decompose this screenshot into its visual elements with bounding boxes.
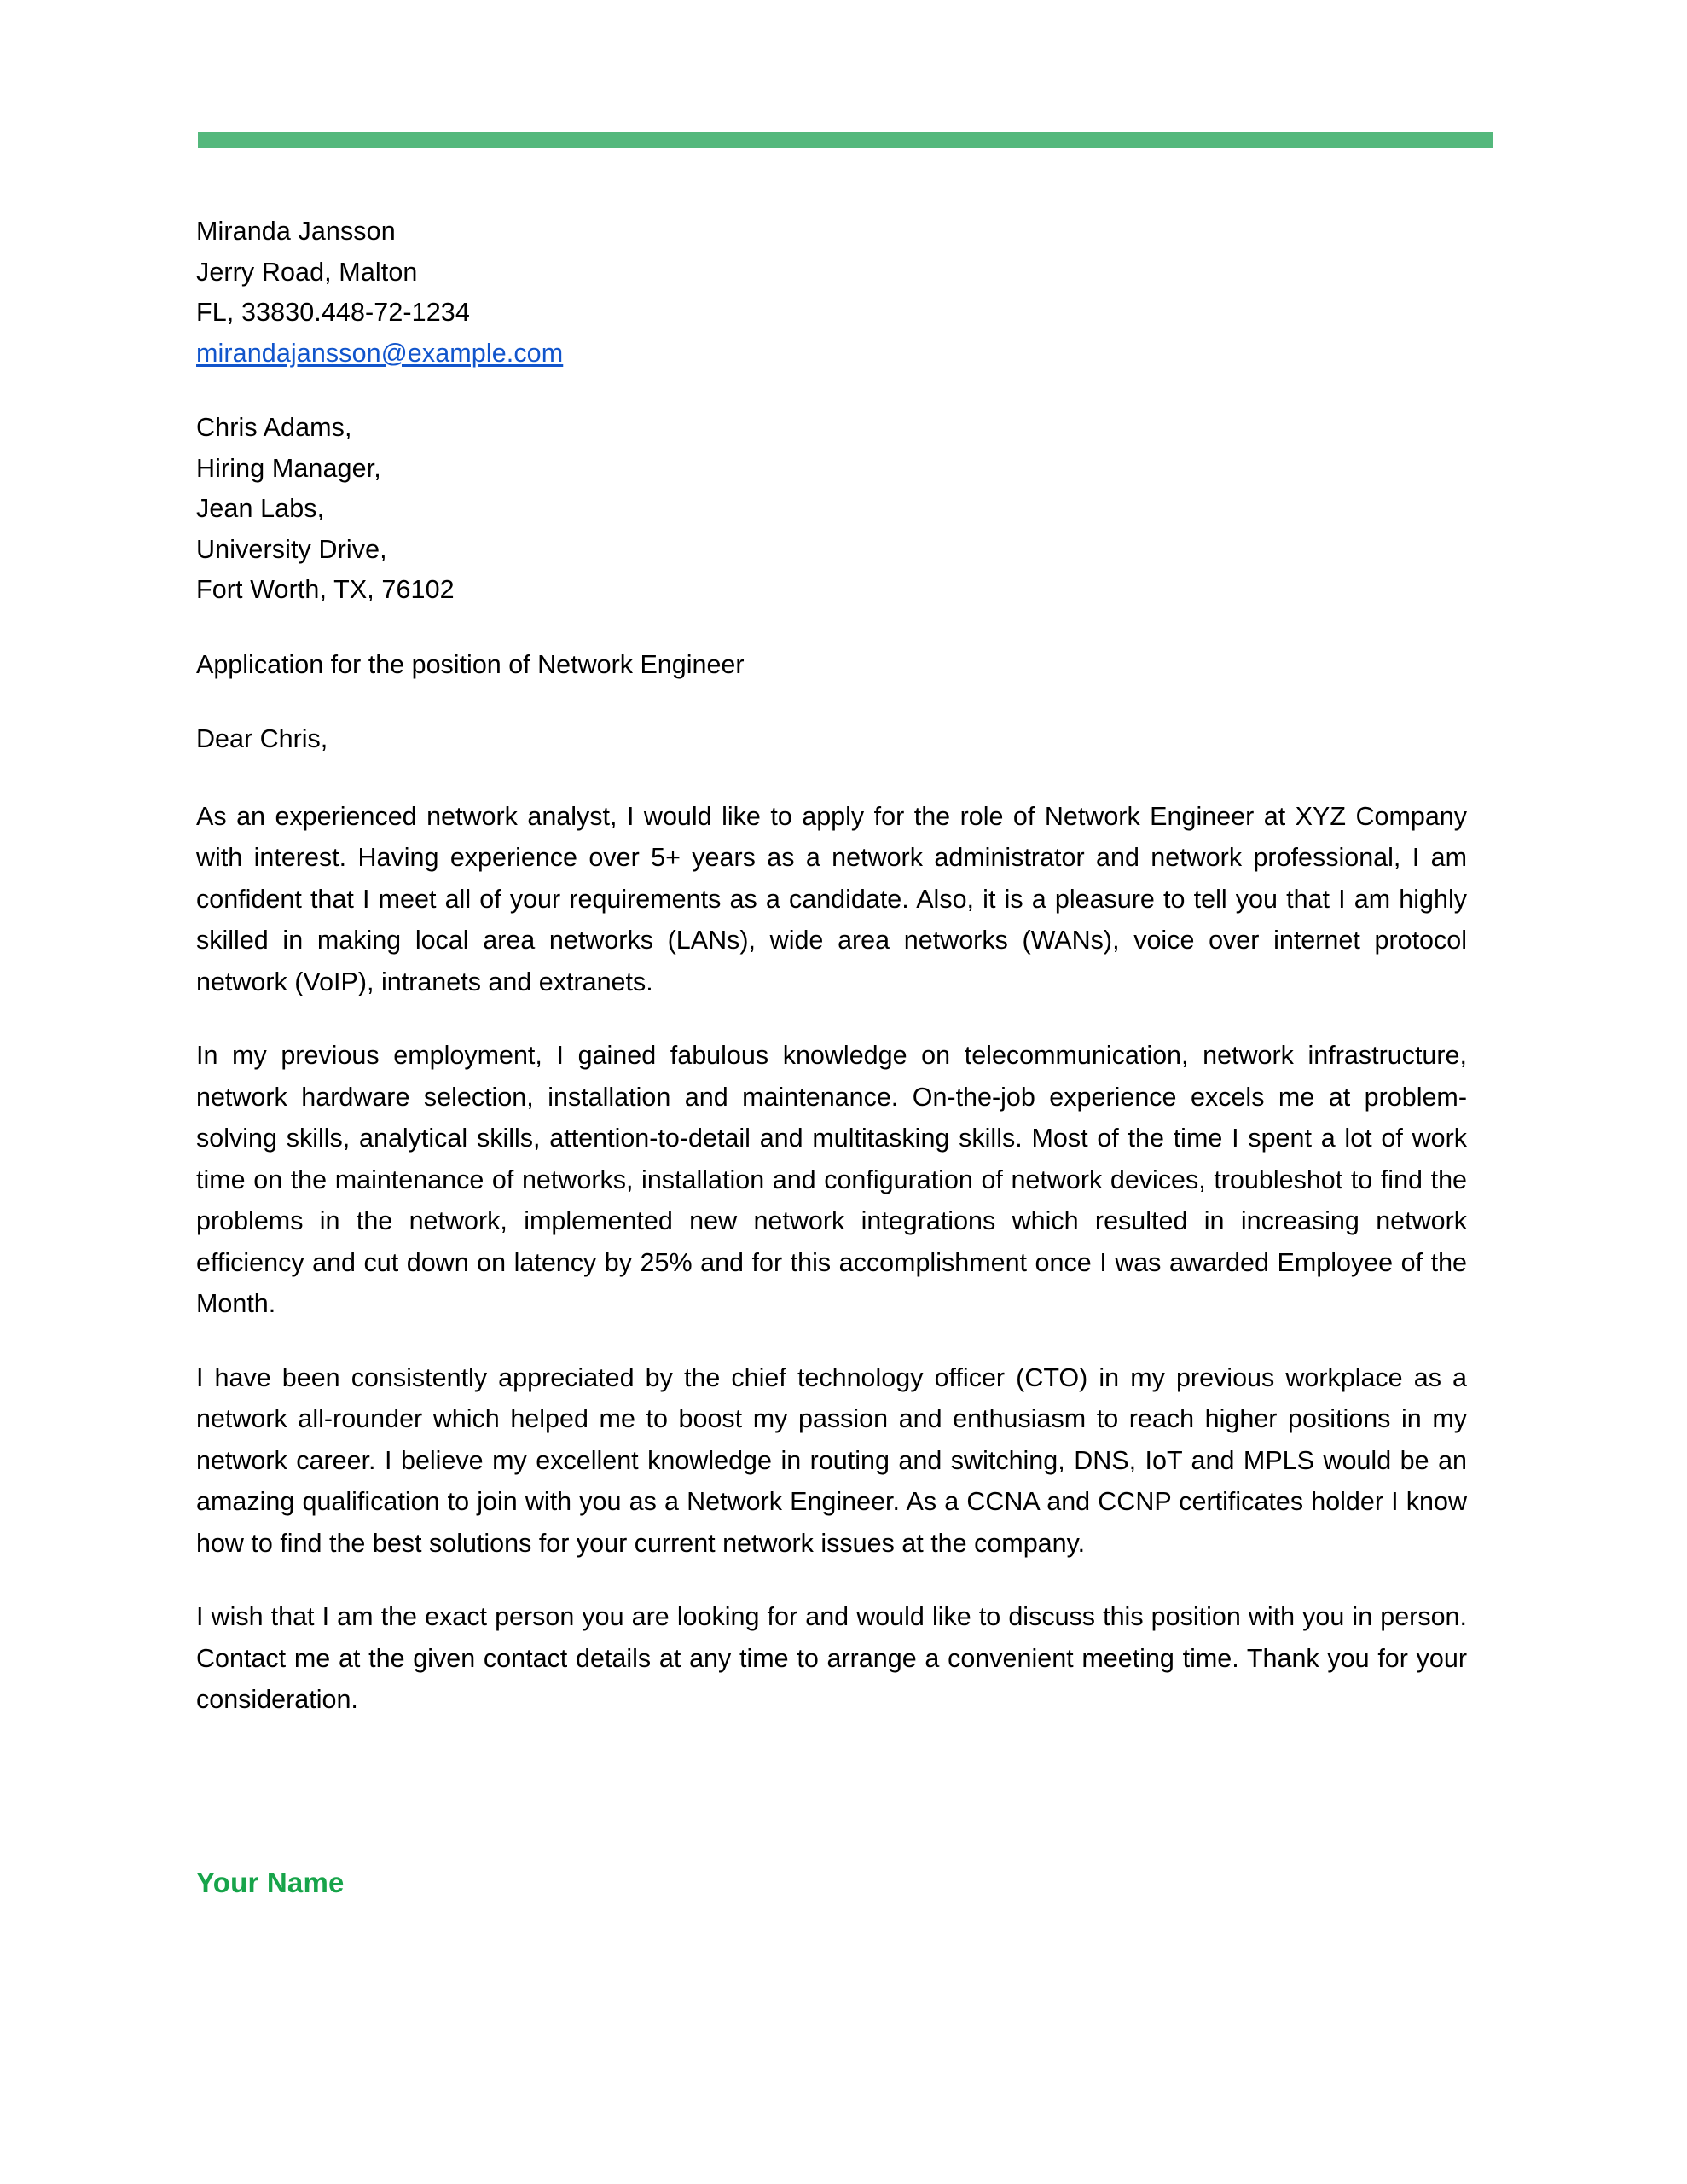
sender-region: FL, 33830.448-72-1234 xyxy=(196,298,470,327)
recipient-city: Fort Worth, TX, 76102 xyxy=(196,575,455,604)
header-accent-rule xyxy=(198,132,1493,148)
body-paragraph-4: I wish that I am the exact person you are looking for and would like to discuss this position with you in person. Contact me at the given contact details at any time to arrange a convenient meeting time. Thank you for your consideration. xyxy=(196,1602,1467,1714)
sender-email-link[interactable]: mirandajansson@example.com xyxy=(196,338,564,368)
recipient-address-block xyxy=(196,408,1467,611)
body-paragraph-3: I have been consistently appreciated by the chief technology officer (CTO) in my previous workplace as a network all-rounder which helped me to boost my passion and enthusiasm to reach higher positions in my network career. I believe my excellent knowledge in routing and switching, DNS, IoT and MPLS would be an amazing qualification to join with you as a Network Engineer. As a CCNA and CCNP certificates holder I know how to find the best solutions for your current network issues at the company. xyxy=(196,1362,1467,1558)
signature-name: Your Name xyxy=(196,1867,345,1898)
body-paragraph-2: In my previous employment, I gained fabulous knowledge on telecommunication, network infrastructure, network hardware selection, installation and maintenance. On-the-job experience excels me at problem-solving skills, analytical skills, attention-to-detail and multitasking skills. Most of the time I spent a lot of work time on the maintenance of networks, installation and configuration of network devices, troubleshot to find the problems in the network, implemented new network integrations which resulted in increasing network efficiency and cut down on latency by 25% and for this accomplishment once I was awarded Employee of the Month. xyxy=(196,1041,1467,1318)
sender-email-line xyxy=(196,334,1467,375)
recipient-title: Hiring Manager, xyxy=(196,453,381,483)
sender-address-block xyxy=(196,212,1467,374)
sender-name: Miranda Jansson xyxy=(196,217,396,246)
recipient-street: University Drive, xyxy=(196,534,387,564)
letter-content xyxy=(196,212,1467,1746)
subject-line: Application for the position of Network Engineer xyxy=(196,649,745,679)
spacer-sender-recipient xyxy=(196,374,1467,408)
recipient-name: Chris Adams, xyxy=(196,413,352,442)
recipient-company: Jean Labs, xyxy=(196,494,325,523)
sender-street: Jerry Road, Malton xyxy=(196,257,418,287)
body-paragraph-1: As an experienced network analyst, I would like to apply for the role of Network Engineer at XYZ Company with interest. Having experience over 5+ years as a network administrator and network professional, I am confident that I meet all of your requirements as a candidate. Also, it is a pleasure to tell you that I am highly skilled in making local area networks (LANs), wide area networks (WANs), voice over internet protocol network (VoIP), intranets and extranets. xyxy=(196,801,1467,996)
salutation: Dear Chris, xyxy=(196,724,328,753)
